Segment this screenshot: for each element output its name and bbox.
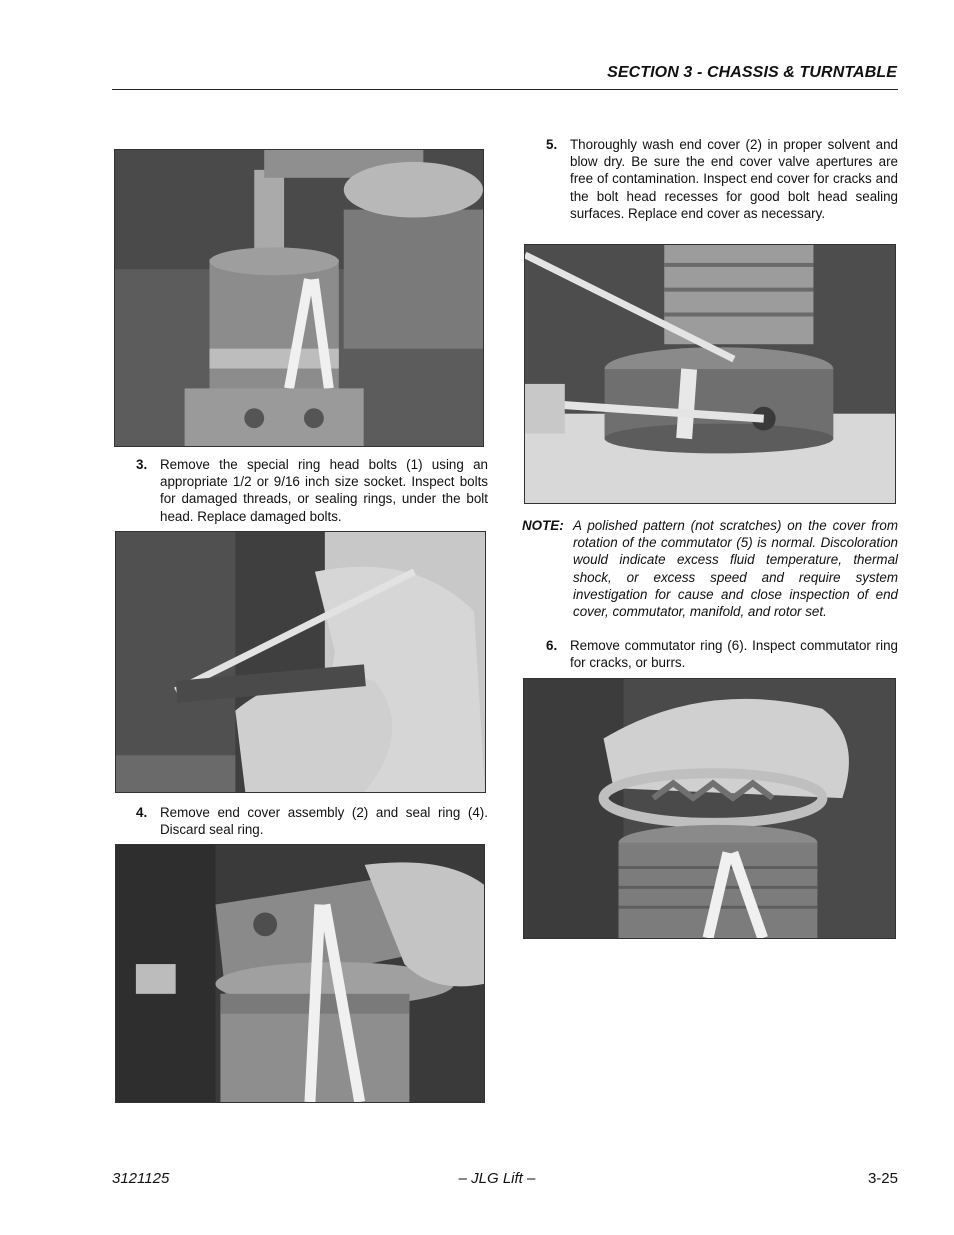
photo-commutator-ring-removal: [523, 678, 896, 939]
step-3: [136, 456, 488, 525]
photo-end-cover-removal: [115, 844, 485, 1103]
note-text: A polished pattern (not scratches) on the cover from rotation of the commutator (5) is normal. Discoloration would indicate excess fluid temperature, thermal shock, or excess speed and require system investigation for cause and close inspection of end cover, commutator, manifold, and rotor set.: [573, 518, 898, 620]
photo-end-cover-inspection: [524, 244, 896, 504]
step-6: [546, 637, 898, 671]
step-text: Remove end cover assembly (2) and seal ring (4). Discard seal ring.: [160, 805, 488, 838]
header-rule: [112, 89, 898, 90]
step-text: Remove commutator ring (6). Inspect commutator ring for cracks, or burrs.: [570, 638, 898, 671]
step-number: 3.: [136, 457, 148, 472]
step-text: Thoroughly wash end cover (2) in proper solvent and blow dry. Be sure the end cover valve apertures are free of contamination. Inspect end cover for cracks and the bolt head recesses for good bolt head sealing surfaces. Replace end cover as necessary.: [570, 137, 898, 221]
step-number: 5.: [546, 137, 558, 152]
footer-doc-number: 3121125: [112, 1170, 170, 1187]
photo-socket-removing-bolts: [114, 149, 484, 447]
step-text: Remove the special ring head bolts (1) using an appropriate 1/2 or 9/16 inch size socket. Inspect bolts for damaged threads, or sealing rings, under the bolt head. Replace damaged bolts.: [160, 457, 488, 524]
photo-bolt-inspection: [115, 531, 486, 793]
step-4: [136, 804, 488, 838]
section-header-title: SECTION 3 - CHASSIS & TURNTABLE: [607, 64, 897, 81]
footer-page-number: 3-25: [867, 1170, 898, 1187]
note-block: [522, 517, 898, 620]
step-number: 4.: [136, 805, 148, 820]
note-label: NOTE:: [522, 518, 564, 533]
step-5: [546, 136, 898, 222]
step-number: 6.: [546, 638, 558, 653]
footer-center-text: – JLG Lift –: [458, 1170, 536, 1187]
